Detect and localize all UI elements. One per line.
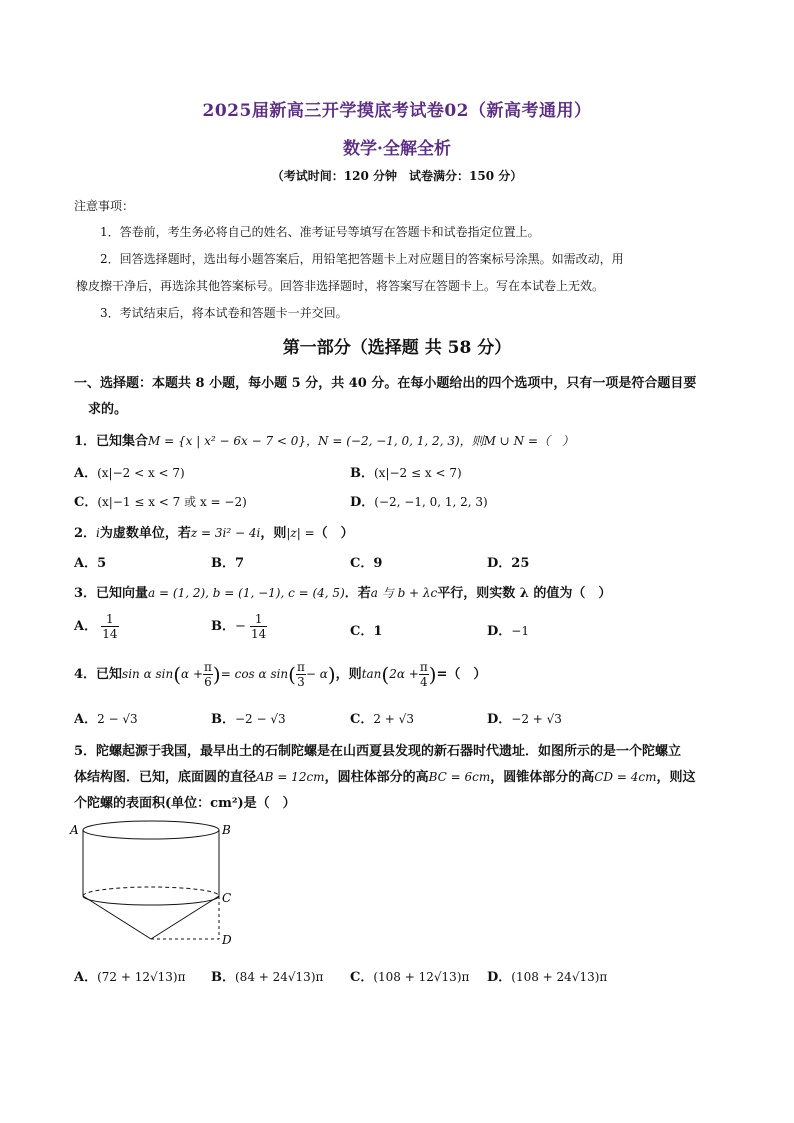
option-text: (108 + 12√13)π [373,970,470,984]
option-label: C． [350,970,374,985]
q5-option-d [487,966,607,985]
q5-line-3: 个陀螺的表面积(单位：cm²)是（ ） [74,796,296,811]
option-label: C． [350,712,374,727]
option-label: D． [487,970,512,985]
label-d: D [222,933,232,947]
option-text: (108 + 24√13)π [511,970,608,984]
option-label: B． [211,712,235,727]
q3-option-d [487,620,529,639]
option-text: (−2, −1, 0, 1, 2, 3) [374,495,488,509]
q3-vectors: a = (1, 2), b = (1, −1), c = (4, 5) [148,586,345,600]
section-title: 第一部分（选择题 共 58 分） [282,338,512,358]
q4-option-c [350,708,414,727]
notice-item-2a: 2．回答选择题时，选出每小题答案后，用铅笔把答题卡上对应题目的答案标号涂黑。如需改动，用 [100,252,624,266]
section-instruction-a: 一、选择题：本题共 8 小题，每小题 5 分，共 40 分。在每小题给出的四个选项中，只有一项是符合题目要 [74,376,697,391]
option-label: A． [74,466,98,481]
option-text: −2 − √3 [235,712,286,726]
option-text: (x|−2 < x < 7) [97,466,185,480]
q3-text-a: 3．已知向量 [74,586,149,601]
paren-close: ) [212,662,221,687]
q1-option-a [74,462,185,481]
q5-text-b: ，圆柱体部分的高 [324,770,429,785]
notice-heading: 注意事项： [74,199,135,213]
q5-option-a [74,966,185,985]
q2-option-c [350,552,382,571]
label-b: B [222,823,231,837]
q4-pi-over-3 [296,660,306,689]
cone-left-edge [83,896,151,939]
q4-tan: tan [361,667,382,681]
spinning-top-figure [66,818,246,948]
q4-lhs-arg: α + [181,667,204,681]
q1-stem [74,430,574,449]
option-label: C． [350,624,374,639]
denominator: 14 [251,627,267,641]
q5-text-d: ，则这 [656,770,696,785]
option-label: D． [487,556,512,571]
option-text: 1 [373,624,383,639]
q3-option-b [211,612,267,641]
q4-option-b [211,708,286,727]
q4-rhs-arg: − α [305,667,328,681]
q4-stem [74,660,486,689]
notice-item-2b: 橡皮擦干净后，再选涂其他答案标号。回答非选择题时，将答案写在答题卡上。写在本试卷上无效。 [76,279,605,293]
q1-option-d [350,491,488,510]
option-label: A． [74,970,98,985]
paren-close: ) [428,662,437,687]
denominator: 14 [102,627,118,641]
option-text: 5 [97,556,107,571]
q3-b-fraction [250,612,267,641]
q2-text-a: 为虚数单位，若 [99,526,191,541]
q5-option-b [211,966,323,985]
q1-option-b [350,462,462,481]
option-label: B． [211,556,235,571]
q2-end: （ ） [314,526,354,541]
q5-line-1: 5．陀螺起源于我国，最早出土的石制陀螺是在山西夏县发现的新石器时代遗址．如图所示的是一个陀螺立 [74,744,682,759]
q1-option-c [74,491,247,510]
q5-bc: BC = 6cm [428,770,491,784]
numerator: π [204,660,212,674]
option-label: A． [74,556,98,571]
top-ellipse [83,821,219,839]
option-text: (x|−1 ≤ x < 7 或 x = −2) [97,495,247,509]
exam-title: 2025届新高三开学摸底考试卷02（新高考通用） [202,101,592,121]
q2-option-b [211,552,244,571]
q3-relation: a 与 b + λc [370,586,438,600]
section-instruction-b: 求的。 [88,402,128,417]
option-label: B． [350,466,374,481]
denominator: 6 [204,675,212,689]
option-label: A． [74,712,98,727]
paren-open: ( [173,662,182,687]
q3-text-c: 平行，则实数 λ 的值为（ ） [437,586,612,601]
option-label: D． [350,495,375,510]
option-text: −2 + √3 [511,712,562,726]
option-text: 2 − √3 [97,712,138,726]
q4-text-a: 4．已知 [74,667,123,682]
option-text: 2 + √3 [373,712,414,726]
q2-abs: |z| = [286,526,315,540]
option-label: C． [74,495,98,510]
label-a: A [70,823,79,837]
q4-pi-over-6 [203,660,213,689]
q4-rhs: = cos α sin [220,667,289,681]
paren-close: ) [327,662,336,687]
q4-pi-over-4 [419,660,429,689]
cone-right-edge [151,896,219,939]
q3-text-b: ．若 [344,586,371,601]
q5-line-2 [74,766,695,785]
option-text: (x|−2 ≤ x < 7) [374,466,462,480]
bottom-ellipse-front [83,896,219,905]
label-c: C [222,891,232,905]
q1-prefix: 1．已知集合 [74,434,149,449]
bottom-ellipse-back [83,887,219,896]
q3-option-a [74,612,119,641]
q5-text-c: ，圆锥体部分的高 [490,770,595,785]
paren-open: ( [381,662,390,687]
numerator: π [296,660,305,674]
denominator: 4 [419,675,428,689]
numerator: 1 [250,612,267,627]
time-info: （考试时间：120 分钟 试卷满分：150 分） [271,169,523,183]
q2-stem [74,522,354,541]
q5-option-c [350,966,469,985]
option-label: B． [211,619,235,634]
q4-text-b: ，则 [335,667,362,682]
exam-subtitle: 数学·全解全析 [343,139,451,159]
option-label: A． [74,619,98,634]
q4-option-a [74,708,138,727]
q3-a-fraction [101,612,118,641]
q3-option-c [350,620,382,639]
q4-tan-arg: 2α + [389,667,419,681]
notice-item-3: 3．考试结束后，将本试卷和答题卡一并交回。 [100,306,348,320]
q3-stem [74,582,611,601]
q4-option-d [487,708,562,727]
q2-number: 2． [74,526,97,541]
q2-option-a [74,552,106,571]
option-label: C． [350,556,374,571]
option-text: −1 [511,624,529,638]
q1-set-n: ，N = (−2, −1, 0, 1, 2, 3)，则 [306,434,484,448]
q2-i: i [96,526,100,540]
option-text: 25 [511,556,530,571]
minus-sign: − [235,619,246,634]
option-label: B． [211,970,235,985]
option-text: (72 + 12√13)π [97,970,186,984]
numerator: 1 [101,612,118,627]
q2-option-d [487,552,529,571]
q1-ask: M ∪ N =（ ） [483,434,574,448]
q5-ab: AB = 12cm [256,770,325,784]
q2-text-b: ，则 [260,526,287,541]
numerator: π [419,660,428,674]
q5-text-a: 体结构图．已知，底面圆的直径 [74,770,257,785]
q1-set-m: M = {x | x² − 6x − 7 < 0} [148,434,307,448]
denominator: 3 [297,675,305,689]
option-text: 9 [373,556,383,571]
option-text: 7 [235,556,245,571]
q2-expr: z = 3i² − 4i [190,526,261,540]
paren-open: ( [288,662,296,687]
option-text: (84 + 24√13)π [235,970,324,984]
notice-item-1: 1．答卷前，考生务必将自己的姓名、准考证号等填写在答题卡和试卷指定位置上。 [100,225,540,239]
option-label: D． [487,624,512,639]
q4-lhs: sin α sin [122,667,174,681]
option-label: D． [487,712,512,727]
q5-cd: CD = 4cm [594,770,657,784]
q4-end: =（ ） [436,667,487,682]
